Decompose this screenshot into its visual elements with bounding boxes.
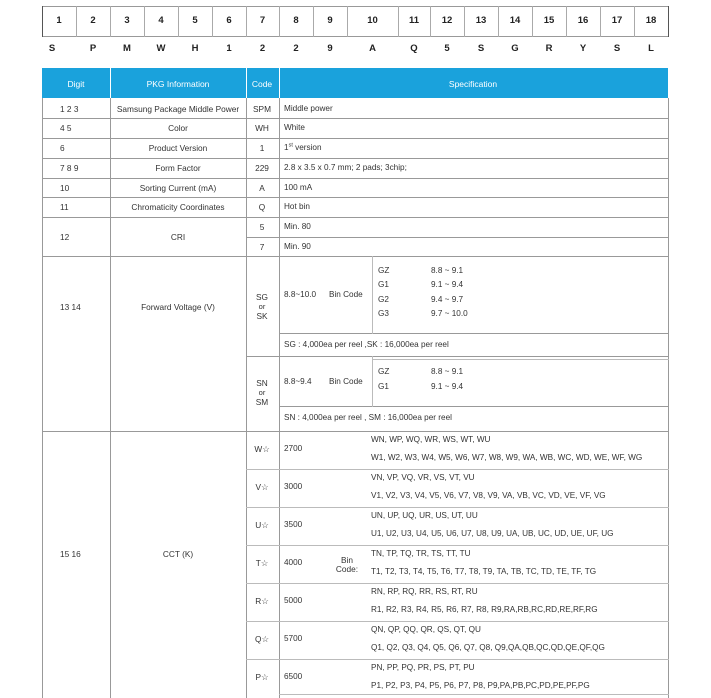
row-version-digit: 6 — [60, 143, 65, 153]
strip-divider — [110, 6, 111, 37]
row-cri-code-2: 7 — [259, 242, 265, 252]
cct-bins-line2: R1, R2, R3, R4, R5, R6, R7, R8, R9,RA,RB,RC,RD,RE,RF,RG — [371, 605, 598, 614]
cct-code: W☆ — [254, 444, 270, 454]
cct-digit: 15 16 — [60, 549, 81, 559]
voltage-g2-range: 8.8~9.4 — [284, 377, 312, 386]
row-pkg-info: Samsung Package Middle Power — [116, 104, 240, 114]
strip-digit: 7 — [259, 15, 266, 26]
voltage-g2-code-3: SM — [255, 397, 269, 407]
row-pkg-spec: Middle power — [284, 104, 333, 113]
row-version-code: 1 — [259, 143, 265, 153]
strip-divider — [144, 6, 145, 37]
strip-letter: S — [48, 43, 56, 54]
row-color-spec: White — [284, 123, 305, 132]
strip-digit: 1 — [56, 15, 62, 26]
row-form-spec: 2.8 x 3.5 x 0.7 mm; 2 pads; 3chip; — [284, 163, 407, 172]
header-code: Code — [251, 79, 273, 89]
voltage-g2-code-1: SN — [256, 378, 268, 388]
strip-divider — [246, 6, 247, 37]
cct-bins-line1: UN, UP, UQ, UR, US, UT, UU — [371, 511, 478, 520]
strip-digit: 12 — [441, 15, 453, 26]
strip-letter: R — [545, 43, 553, 54]
row-current-spec: 100 mA — [284, 183, 313, 192]
cct-temp: 5700 — [284, 634, 303, 643]
strip-letter: 5 — [444, 43, 450, 54]
strip-digit: 10 — [367, 15, 378, 26]
strip-digit: 5 — [192, 15, 198, 26]
voltage-g1-code-1: SG — [256, 292, 268, 302]
voltage-g1-reel: SG : 4,000ea per reel ,SK : 16,000ea per reel — [284, 340, 449, 349]
row-cri-code-1: 5 — [259, 222, 265, 232]
row-current-info: Sorting Current (mA) — [139, 183, 217, 193]
cct-bins-line1: TN, TP, TQ, TR, TS, TT, TU — [371, 549, 471, 558]
cct-bins-line2: T1, T2, T3, T4, T5, T6, T7, T8, T9, TA, TB, TC, TD, TE, TF, TG — [371, 567, 597, 576]
row-chroma-info: Chromaticity Coordinates — [131, 202, 225, 212]
cct-code: T☆ — [255, 558, 269, 568]
table-header — [42, 68, 668, 98]
cct-bins-line2: Q1, Q2, Q3, Q4, Q5, Q6, Q7, Q8, Q9,QA,QB,QC,QD,QE,QF,QG — [371, 643, 605, 652]
cct-bins-line1: RN, RP, RQ, RR, RS, RT, RU — [371, 587, 478, 596]
strip-digit: 15 — [543, 15, 555, 26]
voltage-g1-bin1-range: 8.8 ~ 9.1 — [431, 266, 464, 275]
cct-code: V☆ — [255, 482, 269, 492]
voltage-g1-bin4-range: 9.7 ~ 10.0 — [431, 309, 468, 318]
strip-divider — [532, 6, 533, 37]
strip-divider — [212, 6, 213, 37]
row-pkg-code: SPM — [253, 104, 271, 114]
strip-divider — [430, 6, 431, 37]
voltage-g1-bin4-code: G3 — [378, 309, 389, 318]
strip-digit: 13 — [475, 15, 487, 26]
cct-temp: 6500 — [284, 672, 303, 681]
strip-digit: 3 — [124, 15, 130, 26]
cct-bins-line2: W1, W2, W3, W4, W5, W6, W7, W8, W9, WA, WB, WC, WD, WE, WF, WG — [371, 453, 643, 462]
strip-divider — [498, 6, 499, 37]
strip-divider — [178, 6, 179, 37]
strip-letter: P — [89, 43, 97, 54]
strip-digit: 6 — [226, 15, 232, 26]
cct-bins-line1: PN, PP, PQ, PR, PS, PT, PU — [371, 663, 475, 672]
strip-letter: W — [156, 43, 166, 54]
cct-bins-line2: P1, P2, P3, P4, P5, P6, P7, P8, P9,PA,PB,PC,PD,PE,PF,PG — [371, 681, 590, 690]
strip-digit: 4 — [158, 15, 164, 26]
voltage-g2-bin1-code: GZ — [378, 367, 390, 376]
row-chroma-digit: 11 — [60, 202, 69, 212]
row-color-digit: 4 5 — [60, 123, 72, 133]
strip-digit: 18 — [645, 15, 657, 26]
cct-temp: 2700 — [284, 444, 303, 453]
strip-letter: 2 — [259, 43, 266, 54]
cct-bins-line1: VN, VP, VQ, VR, VS, VT, VU — [371, 473, 475, 482]
voltage-g1-bin2-range: 9.1 ~ 9.4 — [431, 280, 464, 289]
voltage-g1-bin-label: Bin Code — [329, 290, 363, 299]
voltage-g1-range: 8.8~10.0 — [284, 290, 317, 299]
strip-digit: 16 — [577, 15, 589, 26]
header-digit: Digit — [67, 79, 85, 89]
cct-temp: 4000 — [284, 558, 303, 567]
cct-code: P☆ — [255, 672, 269, 682]
row-pkg-digit: 1 2 3 — [60, 104, 79, 114]
cct-code: R☆ — [255, 596, 269, 606]
strip-divider — [600, 6, 601, 37]
row-current-code: A — [259, 183, 265, 193]
cct-bin-label-2: Code: — [335, 564, 359, 574]
voltage-g1-code-3: SK — [256, 311, 268, 321]
row-version-spec: 1st version — [284, 142, 322, 152]
voltage-g2-code-2: or — [258, 388, 266, 397]
strip-letter: 1 — [226, 43, 232, 54]
strip-divider — [464, 6, 465, 37]
row-cri-spec-1: Min. 80 — [284, 222, 311, 231]
strip-letter: S — [477, 43, 485, 54]
strip-digit: 14 — [509, 15, 521, 26]
cct-info: CCT (K) — [162, 549, 194, 559]
cct-code: Q☆ — [255, 634, 269, 644]
row-color-info: Color — [168, 123, 188, 133]
strip-letter: L — [648, 43, 654, 54]
strip-letter: A — [369, 43, 376, 54]
strip-letter: H — [191, 43, 199, 54]
strip-letter: S — [613, 43, 621, 54]
strip-divider — [634, 6, 635, 37]
strip-divider — [347, 6, 348, 37]
strip-letter: Q — [410, 43, 418, 54]
cct-bins-line2: V1, V2, V3, V4, V5, V6, V7, V8, V9, VA, VB, VC, VD, VE, VF, VG — [371, 491, 606, 500]
voltage-g2-bin1-range: 8.8 ~ 9.1 — [431, 367, 464, 376]
voltage-digit: 13 14 — [60, 302, 81, 312]
strip-digit: 2 — [90, 15, 96, 26]
row-cri-spec-2: Min. 90 — [284, 242, 311, 251]
row-color-code: WH — [255, 123, 269, 133]
voltage-g1-bin3-range: 9.4 ~ 9.7 — [431, 295, 464, 304]
cct-temp: 3500 — [284, 520, 303, 529]
strip-letter: 2 — [293, 43, 299, 54]
row-version-info: Product Version — [148, 143, 208, 153]
strip-letter: M — [123, 43, 131, 54]
strip-letter: Y — [579, 43, 587, 54]
row-form-code: 229 — [255, 163, 269, 173]
voltage-info: Forward Voltage (V) — [141, 302, 215, 312]
voltage-g2-reel: SN : 4,000ea per reel , SM : 16,000ea per reel — [284, 413, 452, 422]
strip-digit: 17 — [611, 15, 623, 26]
cct-code: U☆ — [255, 520, 269, 530]
header-pkg-info: PKG Information — [146, 79, 210, 89]
strip-divider — [398, 6, 399, 37]
row-chroma-code: Q — [258, 202, 266, 212]
row-form-digit: 7 8 9 — [60, 163, 79, 173]
cct-temp: 3000 — [284, 482, 303, 491]
row-current-digit: 10 — [60, 183, 70, 193]
voltage-g1-bin2-code: G1 — [378, 280, 389, 289]
strip-digit: 9 — [327, 15, 333, 26]
cct-temp: 5000 — [284, 596, 303, 605]
cct-bins-line1: WN, WP, WQ, WR, WS, WT, WU — [371, 435, 491, 444]
header-specification: Specification — [448, 79, 498, 89]
row-chroma-spec: Hot bin — [284, 202, 310, 211]
strip-letter: G — [511, 43, 519, 54]
row-cri-info: CRI — [170, 232, 186, 242]
cct-bins-line2: U1, U2, U3, U4, U5, U6, U7, U8, U9, UA, UB, UC, UD, UE, UF, UG — [371, 529, 614, 538]
strip-divider — [566, 6, 567, 37]
row-cri-digit: 12 — [60, 232, 70, 242]
voltage-g1-bin1-code: GZ — [378, 266, 390, 275]
voltage-g1-code-2: or — [258, 302, 266, 311]
strip-digit: 11 — [408, 15, 420, 26]
voltage-g2-bin-label: Bin Code — [329, 377, 363, 386]
strip-digit: 8 — [293, 15, 299, 26]
cct-bin-label-1: Bin — [341, 555, 353, 565]
voltage-g1-bin3-code: G2 — [378, 295, 389, 304]
strip-divider — [313, 6, 314, 37]
cct-bins-line1: QN, QP, QQ, QR, QS, QT, QU — [371, 625, 481, 634]
strip-divider — [279, 6, 280, 37]
strip-letter: 9 — [327, 43, 333, 54]
row-form-info: Form Factor — [155, 163, 201, 173]
voltage-g2-bin2-code: G1 — [378, 382, 389, 391]
strip-divider — [76, 6, 77, 37]
voltage-g2-bin2-range: 9.1 ~ 9.4 — [431, 382, 464, 391]
